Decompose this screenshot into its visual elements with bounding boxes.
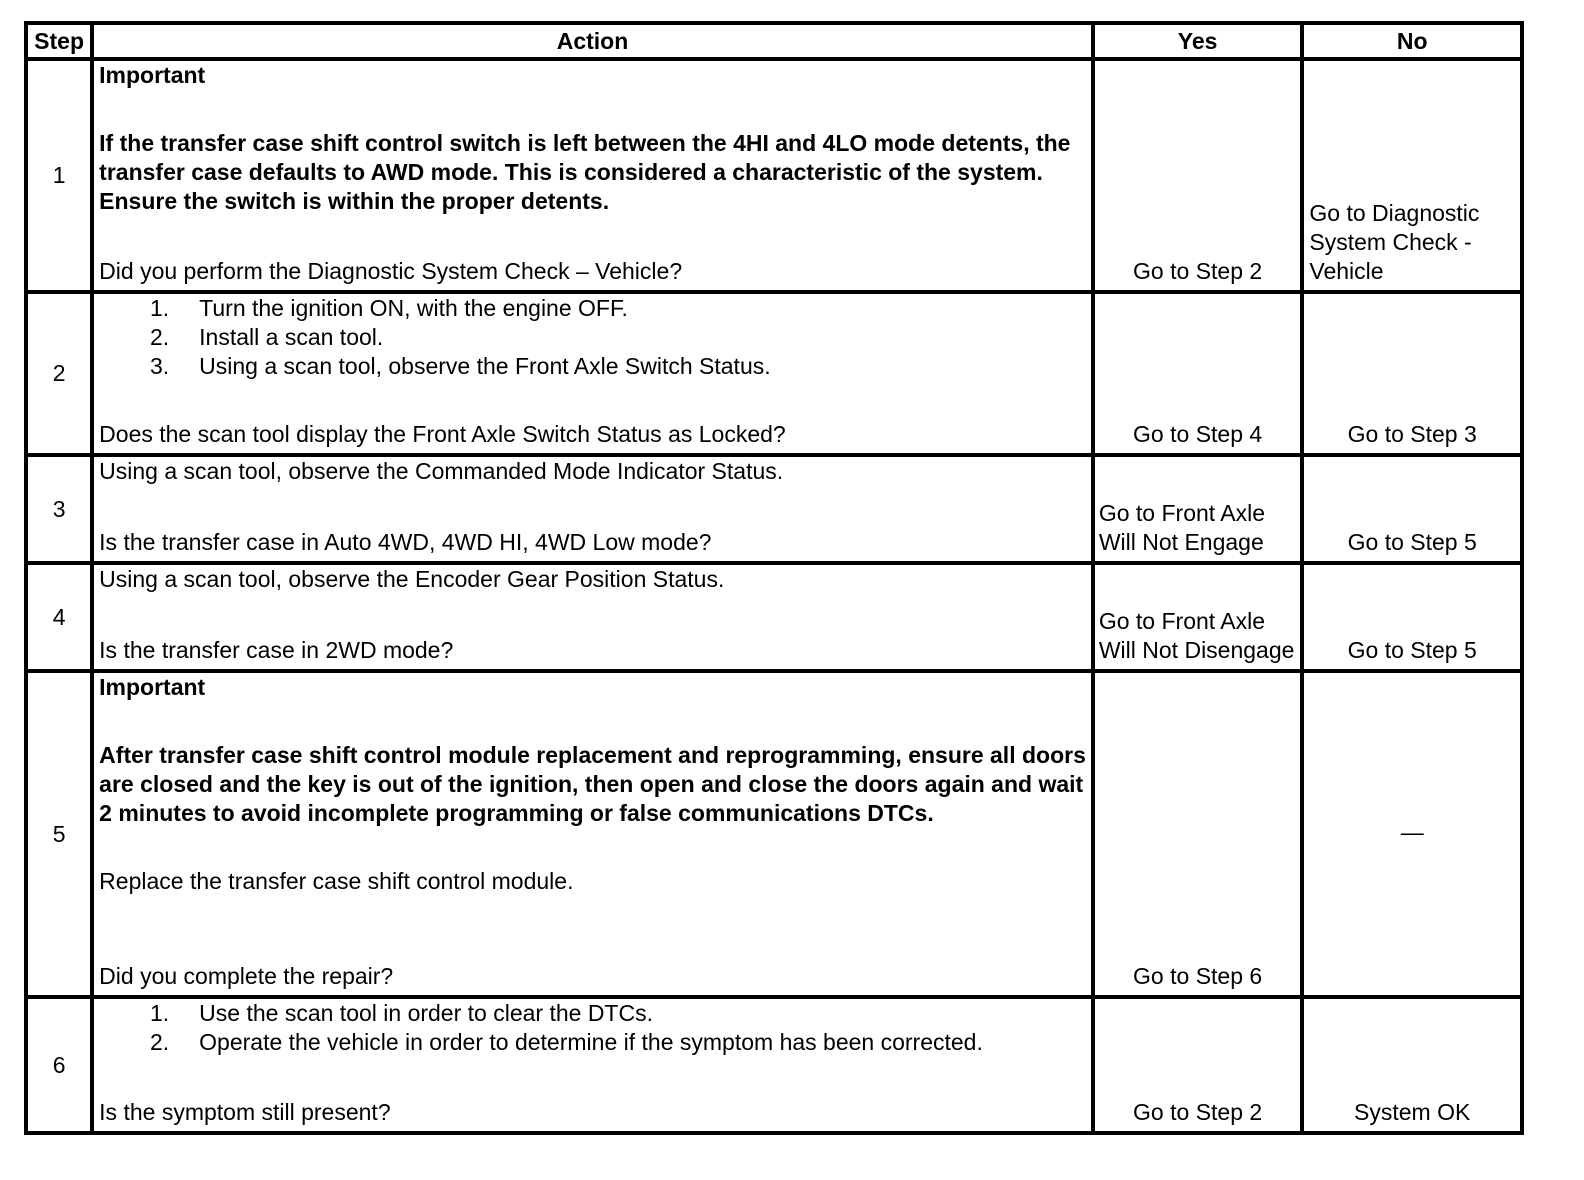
question-text: Is the symptom still present? [99,1099,391,1125]
instruction-text: Replace the transfer case shift control module. [99,868,574,894]
list-item: 2. Operate the vehicle in order to determine if the symptom has been corrected. [149,1029,983,1055]
yes-cell: Go to Front Axle Will Not Engage [1093,455,1303,563]
header-row [26,23,1522,59]
no-cell: Go to Step 5 [1302,563,1522,671]
step-number: 5 [26,671,92,997]
step-number: 4 [26,563,92,671]
no-cell: Go to Step 3 [1302,292,1522,455]
instruction-text: Using a scan tool, observe the Encoder Gear Position Status. [99,566,725,592]
action-cell [92,59,1093,292]
yes-cell: Go to Step 2 [1093,59,1303,292]
important-label: Important [99,62,206,88]
header-step: Step [26,23,92,59]
important-text: If the transfer case shift control switch is left between the 4HI and 4LO mode detents, the transfer case defaults to AWD mode. This is considered a characteristic of the system. Ensure the switch is within the proper detents. [99,130,1071,214]
step-number: 1 [26,59,92,292]
list-item: 1. Turn the ignition ON, with the engine OFF. [149,295,628,321]
yes-cell: Go to Step 6 [1093,671,1303,997]
diagnostic-table [24,21,1524,1135]
yes-cell: Go to Front Axle Will Not Disengage [1093,563,1303,671]
list-item: 2. Install a scan tool. [149,324,384,350]
table-row [26,292,1522,455]
header-no: No [1302,23,1522,59]
procedure-list [99,294,1087,381]
step-number: 2 [26,292,92,455]
yes-cell: Go to Step 4 [1093,292,1303,455]
step-number: 6 [26,997,92,1133]
no-cell: System OK [1302,997,1522,1133]
action-cell [92,292,1093,455]
no-cell: Go to Diagnostic System Check - Vehicle [1302,59,1522,292]
question-text: Is the transfer case in Auto 4WD, 4WD HI, 4WD Low mode? [99,529,712,555]
table-row [26,997,1522,1133]
no-cell: — [1302,671,1522,997]
question-text: Is the transfer case in 2WD mode? [99,637,454,663]
table-row [26,671,1522,997]
yes-cell: Go to Step 2 [1093,997,1303,1133]
list-item: 3. Using a scan tool, observe the Front Axle Switch Status. [149,353,771,379]
procedure-list [99,999,1087,1057]
action-cell [92,997,1093,1133]
question-text: Did you perform the Diagnostic System Check – Vehicle? [99,258,683,284]
header-action: Action [92,23,1093,59]
action-cell [92,563,1093,671]
important-label: Important [99,674,206,700]
step-number: 3 [26,455,92,563]
list-item: 1. Use the scan tool in order to clear the DTCs. [149,1000,653,1026]
instruction-text: Using a scan tool, observe the Commanded Mode Indicator Status. [99,458,784,484]
header-yes: Yes [1093,23,1303,59]
important-text: After transfer case shift control module replacement and reprogramming, ensure all doors are closed and the key is out of the ignition, then open and close the doors again and wait 2 minutes to avoid incomplete programming or false communications DTCs. [99,742,1086,826]
action-cell [92,671,1093,997]
action-cell [92,455,1093,563]
question-text: Did you complete the repair? [99,963,394,989]
table-row [26,563,1522,671]
table-row [26,455,1522,563]
question-text: Does the scan tool display the Front Axle Switch Status as Locked? [99,421,786,447]
table-row [26,59,1522,292]
no-cell: Go to Step 5 [1302,455,1522,563]
